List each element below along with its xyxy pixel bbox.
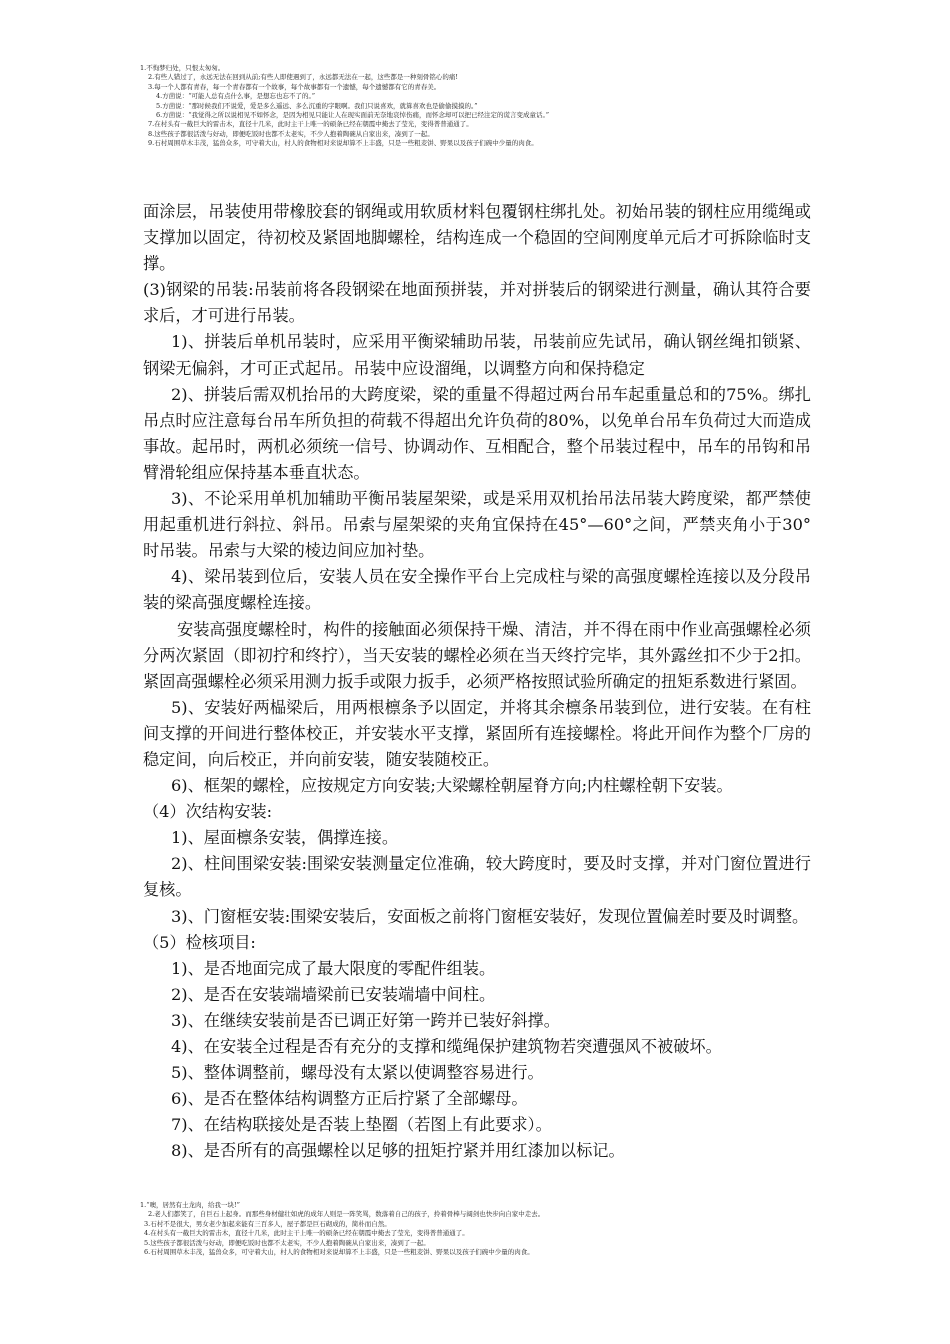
check-item-7: 7)、在结构联接处是否装上垫圈（若图上有此要求）。: [171, 1115, 552, 1135]
header-note-2: 2.有些人错过了，永远无法在回到从前;有些人即使遇到了，永远都无法在一起，这些都是一种刻骨铭心的痛!: [148, 73, 459, 82]
paragraph-sub-1: 1)、屋面檩条安装，偶撑连接。: [171, 828, 399, 848]
check-item-5: 5)、整体调整前，螺母没有太紧以使调整容易进行。: [171, 1063, 544, 1083]
header-note-1: 1.不恂梦归处，只恨太匆匆。: [140, 64, 225, 72]
check-item-3: 3)、在继续安装前是否已调正好第一跨并已装好斜撑。: [171, 1010, 560, 1030]
header-note-7: 7.在村头有一截巨大的雷击木，直径十几米，此时主干上唯一的硕条已经在朝霞中掩去了莹光，变得普普通通了。: [148, 120, 473, 129]
footer-note-6: 6.石村周围草木丰茂，猛兽众多，可守着大山，村人的食物相对来说却算不上丰盛，只是一些粗麦饼、野果以及孩子们碗中少量的肉食。: [144, 1247, 534, 1256]
check-item-4: 4)、在安装全过程是否有充分的支撑和缆绳保护建筑物若突遭强风不被破坏。: [171, 1037, 722, 1056]
footer-note-1: 1.“噢，居然有土龙肉，给我一块!”: [140, 1201, 240, 1209]
section-heading-5: （5）检核项目:: [143, 932, 256, 952]
footer-notes: [140, 1201, 820, 1257]
header-notes: [140, 64, 820, 149]
paragraph-item-4: 4)、梁吊装到位后，安装人员在安全操作平台上完成柱与梁的高强度螺栓连接以及分段吊装的梁高强度螺栓连接。: [143, 567, 811, 613]
section-heading-4: （4）次结构安装:: [143, 802, 273, 822]
section-heading-3: (3)钢梁的吊装:吊装前将各段钢梁在地面预拼装，并对拼装后的钢梁进行测量，确认其符合要求后，才可进行吊装。: [143, 280, 811, 326]
paragraph-item-5: 5)、安装好两榀梁后，用两根檩条予以固定，并将其余檩条吊装到位，进行安装。在有柱间支撑的开间进行整体校正，并安装水平支撑，紧固所有连接螺栓。将此开间作为整个厂房的稳定间，向后校正，并向前安装，随安装随校正。: [143, 697, 811, 769]
header-note-9: 9.石村周围草木丰茂，猛兽众多，可守着大山，村人的食物相对来说却算不上丰盛，只是一些粗麦饼、野果以及孩子们碗中少量的肉食。: [148, 139, 538, 148]
paragraph-item-1: 1)、拼装后单机吊装时，应采用平衡梁辅助吊装，吊装前应先试吊，确认钢丝绳扣锁紧、钢梁无偏斜，才可正式起吊。吊装中应设溜绳，以调整方向和保持稳定: [143, 332, 811, 378]
paragraph-continued: 面涂层，吊装使用带橡胶套的钢绳或用软质材料包覆钢柱绑扎处。初始吊装的钢柱应用缆绳或支撑加以固定，待初校及紧固地脚螺栓，结构连成一个稳固的空间刚度单元后才可拆除临时支撑。: [143, 202, 811, 274]
check-item-1: 1)、是否地面完成了最大限度的零配件组装。: [171, 958, 496, 978]
paragraph-sub-2: 2)、柱间围梁安装:围梁安装测量定位准确，较大跨度时，要及时支撑，并对门窗位置进行复核。: [143, 854, 811, 900]
paragraph-item-2: 2)、拼装后需双机抬吊的大跨度梁，梁的重量不得超过两台吊车起重量总和的75%。绑扎吊点时应注意每台吊车所负担的荷载不得超出允许负荷的80%，以免单台吊车负荷过大而造成事故。起吊时，两机必须统一信号、协调动作、互相配合，整个吊装过程中，吊车的吊钩和吊臂滑轮组应保持基本垂直状态。: [143, 384, 811, 482]
header-note-3: 3.每一个人都有青春，每一个青春都有一个故事，每个故事都有一个遗憾，每个遗憾都有它的青春美。: [148, 82, 441, 91]
check-item-6: 6)、是否在整体结构调整方正后拧紧了全部螺母。: [171, 1089, 528, 1109]
header-note-6: 6.方茴说：“我觉得之所以说相见不如怀念，是因为相见只能让人在现实面前无奈地哀悼伤痛，而怀念却可以把已经注定的谎言变成童话。”: [156, 110, 550, 119]
header-note-4: 4.方茴说：“可能人总有点什么事，是想忘也忘不了的。”: [156, 92, 316, 101]
paragraph-sub-3: 3)、门窗框安装:围梁安装后，安面板之前将门窗框安装好，发现位置偏差时要及时调整。: [171, 906, 809, 926]
header-note-5: 5.方茴说：“那时候我们不说爱，爱是多么遥远、多么沉重的字眼啊。我们只说喜欢，就算喜欢也是偷偷摸摸的。”: [156, 101, 478, 110]
paragraph-item-6: 6)、框架的螺栓，应按规定方向安装;大梁螺栓朝屋脊方向;内柱螺栓朝下安装。: [171, 776, 733, 796]
paragraph-item-3: 3)、不论采用单机加辅助平衡吊装屋架梁，或是采用双机抬吊法吊装大跨度梁，都严禁使用起重机进行斜拉、斜吊。吊索与屋架梁的夹角宜保持在45°—60°之间，严禁夹角小于30°时吊装。吊索与大梁的棱边间应加衬垫。: [143, 489, 811, 561]
header-note-8: 8.这些孩子都很活泼与好动，即便吃饭时也都不太老实，不少人抱着陶碗从自家出来，凑到了一起。: [148, 129, 434, 138]
footer-note-2: 2.老人们都笑了，自巨石上起身。而那些身材健壮如虎的成年人则是一阵笑骂，数落着自己的孩子，拎着骨棒与阔剑也快步向自家中走去。: [148, 1210, 545, 1219]
footer-note-3: 3.石村不是很大，男女老少加起来能有三百多人，屋子都是巨石砌成的，简朴而自然。: [144, 1219, 391, 1228]
main-text: [143, 199, 811, 1164]
footer-note-5: 5.这些孩子都很活泼与好动，即便吃饭时也都不太老实，不少人抱着陶碗从自家出来，凑到了一起。: [144, 1238, 430, 1247]
check-item-8: 8)、是否所有的高强螺栓以足够的扭矩拧紧并用红漆加以标记。: [171, 1141, 625, 1161]
footer-note-4: 4.在村头有一截巨大的雷击木，直径十几米，此时主干上唯一的硕条已经在朝霞中掩去了莹光，变得普普通通了。: [144, 1229, 469, 1238]
check-item-2: 2)、是否在安装端墙梁前已安装端墙中间柱。: [171, 984, 496, 1004]
paragraph-bolt-note: 安装高强度螺栓时，构件的接触面必须保持干燥、清洁，并不得在雨中作业高强螺栓必须分两次紧固（即初拧和终拧），当天安装的螺栓必须在当天终拧完毕，其外露丝扣不少于2扣。紧固高强螺栓必须采用测力扳手或限力扳手，必须严格按照试验所确定的扭矩系数进行紧固。: [143, 619, 811, 691]
